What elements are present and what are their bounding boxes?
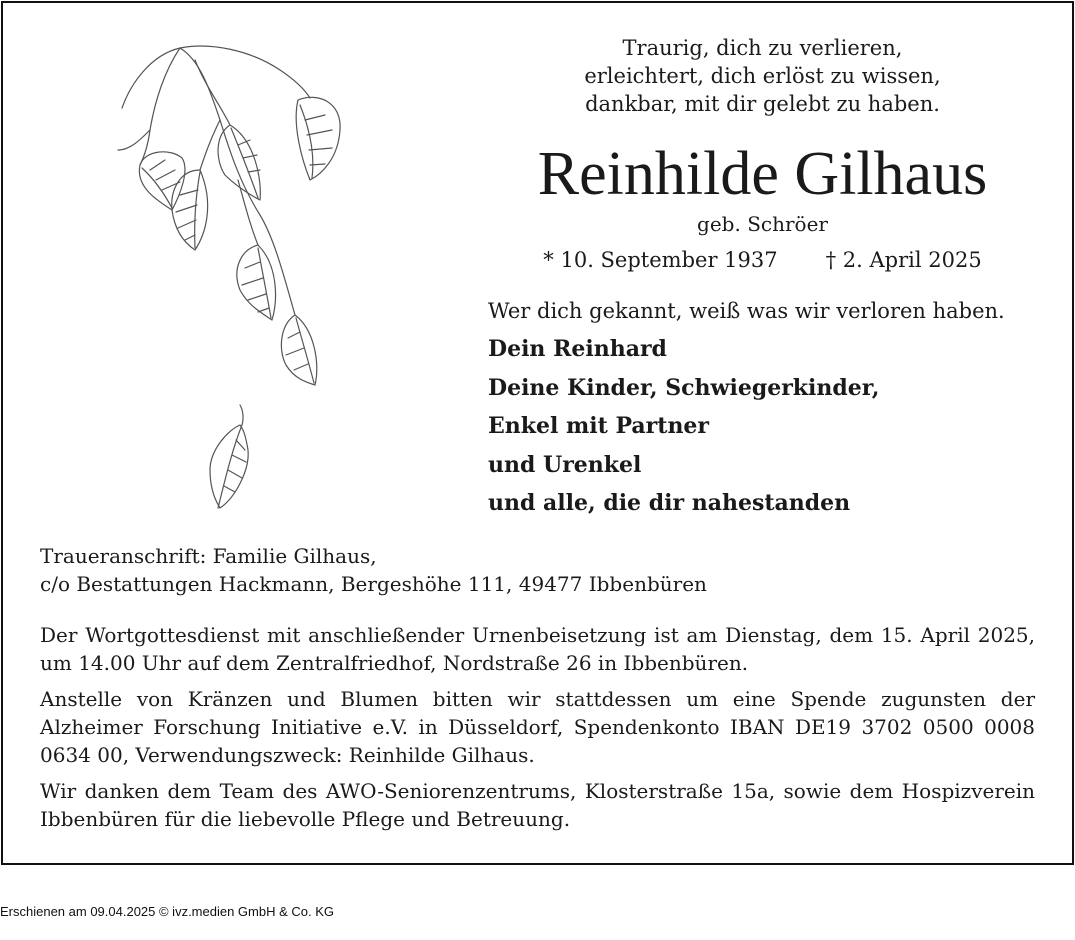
birth-date: * 10. September 1937 <box>543 248 778 272</box>
life-dates <box>480 246 1045 274</box>
birch-leaves-illustration <box>110 30 380 520</box>
donation-paragraph: Anstelle von Kränzen und Blumen bitten wir stattdessen um eine Spende zugunsten der Alzheimer Forschung Initiative e.V. in Düsseldorf, Spendenkonto IBAN DE19 3702 0500 0008 0634 00, Verwendungszweck: Reinhilde Gilhaus. <box>40 687 1035 767</box>
mourner-line: Deine Kinder, Schwiegerkinder, <box>488 374 880 401</box>
mourners-intro: Wer dich gekannt, weiß was wir verloren haben. <box>488 299 1005 323</box>
mourning-address <box>40 542 1040 598</box>
poem-line: dankbar, mit dir gelebt zu haben. <box>585 92 940 116</box>
deceased-name: Reinhilde Gilhaus <box>537 140 988 208</box>
thanks-paragraph: Wir danken dem Team des AWO-Seniorenzentrums, Klosterstraße 15a, sowie dem Hospizverein Ibbenbüren für die liebevolle Pflege und Betreuung. <box>40 779 1035 831</box>
publication-footer: Erschienen am 09.04.2025 © ivz.medien GmbH & Co. KG <box>0 904 335 919</box>
service-paragraph: Der Wortgottesdienst mit anschließender Urnenbeisetzung ist am Dienstag, dem 15. April 2025, um 14.00 Uhr auf dem Zentralfriedhof, Nordstraße 26 in Ibbenbüren. <box>40 623 1035 675</box>
maiden-name: geb. Schröer <box>697 212 828 236</box>
death-date: † 2. April 2025 <box>825 248 982 272</box>
mourner-line: Dein Reinhard <box>488 336 667 362</box>
mourners-block <box>488 296 1048 523</box>
notice-text <box>40 621 1035 841</box>
poem <box>480 34 1045 118</box>
address-line: c/o Bestattungen Hackmann, Bergeshöhe 111, 49477 Ibbenbüren <box>40 572 707 596</box>
address-line: Traueranschrift: Familie Gilhaus, <box>40 544 377 568</box>
poem-line: erleichtert, dich erlöst zu wissen, <box>584 64 941 88</box>
mourner-line: Enkel mit Partner <box>488 413 710 439</box>
mourner-line: und alle, die dir nahestanden <box>488 490 851 516</box>
poem-line: Traurig, dich zu verlieren, <box>622 36 903 60</box>
mourner-line: und Urenkel <box>488 451 642 478</box>
